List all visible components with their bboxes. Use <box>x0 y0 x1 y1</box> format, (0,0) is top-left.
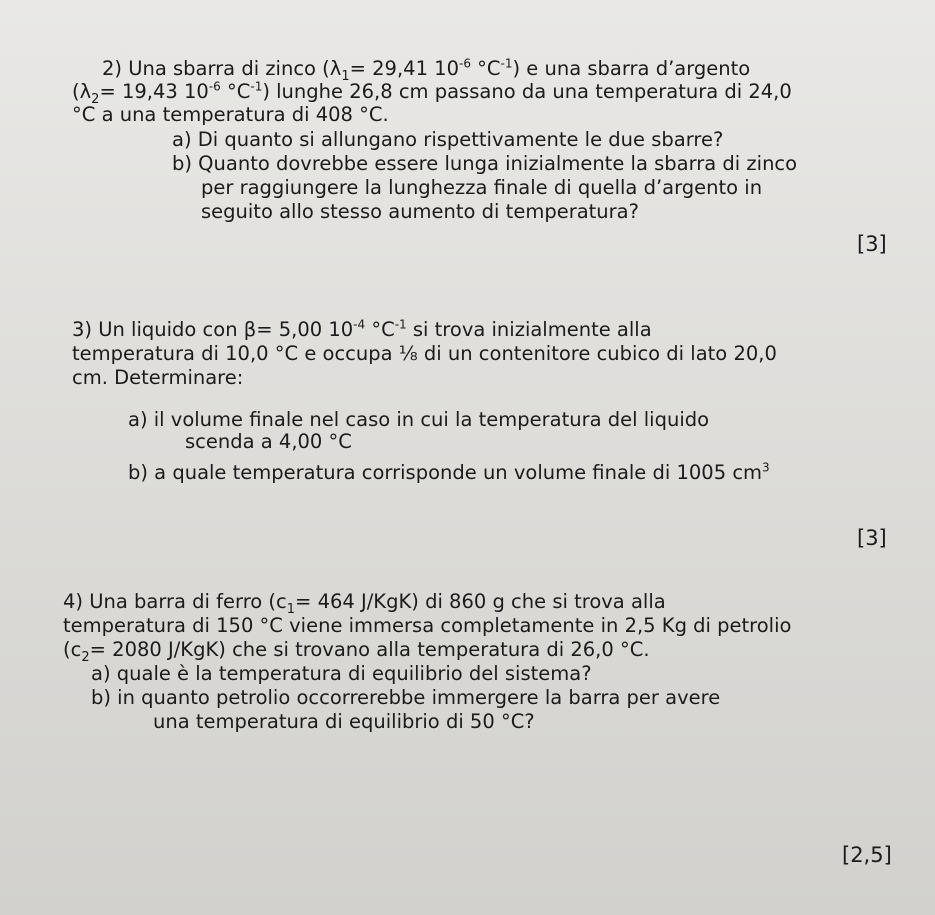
q4-part-b-line-1: b) in quanto petrolio occorrerebbe immergere la barra per avere <box>91 686 721 709</box>
q4-part-a: a) quale è la temperatura di equilibrio del sistema? <box>91 662 592 685</box>
q4-line-1: 4) Una barra di ferro ($c_1= 464$ J/KgK) di 860 g che si trova alla <box>63 590 666 617</box>
q4-score: [2,5] <box>842 843 892 867</box>
q4-line-3: ($c_2= 2080$ J/KgK) che si trovano alla temperatura di 26,0 °C. <box>63 638 650 665</box>
q3-line-2: temperatura di 10,0 °C e occupa ⅛ di un contenitore cubico di lato 20,0 <box>72 342 777 365</box>
q2-score: [3] <box>857 232 887 256</box>
q2-line-2: ($\lambda_2= 19,43$ $10^{-6}$ $^\circ C^{-1}$) lunghe 26,8 cm passano da una temperatura di 24,0 <box>72 79 792 107</box>
q2-part-b-line-3: seguito allo stesso aumento di temperatura? <box>201 200 639 223</box>
q3-score: [3] <box>857 526 887 550</box>
q3-part-b: b) a quale temperatura corrisponde un volume finale di 1005 $cm^3$ <box>128 460 770 484</box>
q3-part-a-line-2: scenda a 4,00 °C <box>185 430 352 453</box>
q4-part-b-line-2: una temperatura di equilibrio di 50 °C? <box>153 710 535 733</box>
q2-part-b-line-1: b) Quanto dovrebbe essere lunga inizialmente la sbarra di zinco <box>172 152 798 175</box>
q2-part-a: a) Di quanto si allungano rispettivamente le due sbarre? <box>172 128 724 151</box>
q2-line-3: °C a una temperatura di 408 °C. <box>72 103 389 126</box>
q2-part-b-line-2: per raggiungere la lunghezza finale di quella d’argento in <box>201 176 763 199</box>
q2-line-1: 2) Una sbarra di zinco ($\lambda_1= 29,41$ $10^{-6}$ $^\circ C^{-1}$) e una sbarra d’argento <box>102 56 751 84</box>
q3-line-3: cm. Determinare: <box>72 366 244 389</box>
q3-line-1: 3) Un liquido con β= 5,00 $10^{-4}$ $^\circ C^{-1}$ si trova inizialmente alla <box>72 317 652 341</box>
q3-part-a-line-1: a) il volume finale nel caso in cui la temperatura del liquido <box>128 408 710 431</box>
q4-line-2: temperatura di 150 °C viene immersa completamente in 2,5 Kg di petrolio <box>63 614 792 637</box>
